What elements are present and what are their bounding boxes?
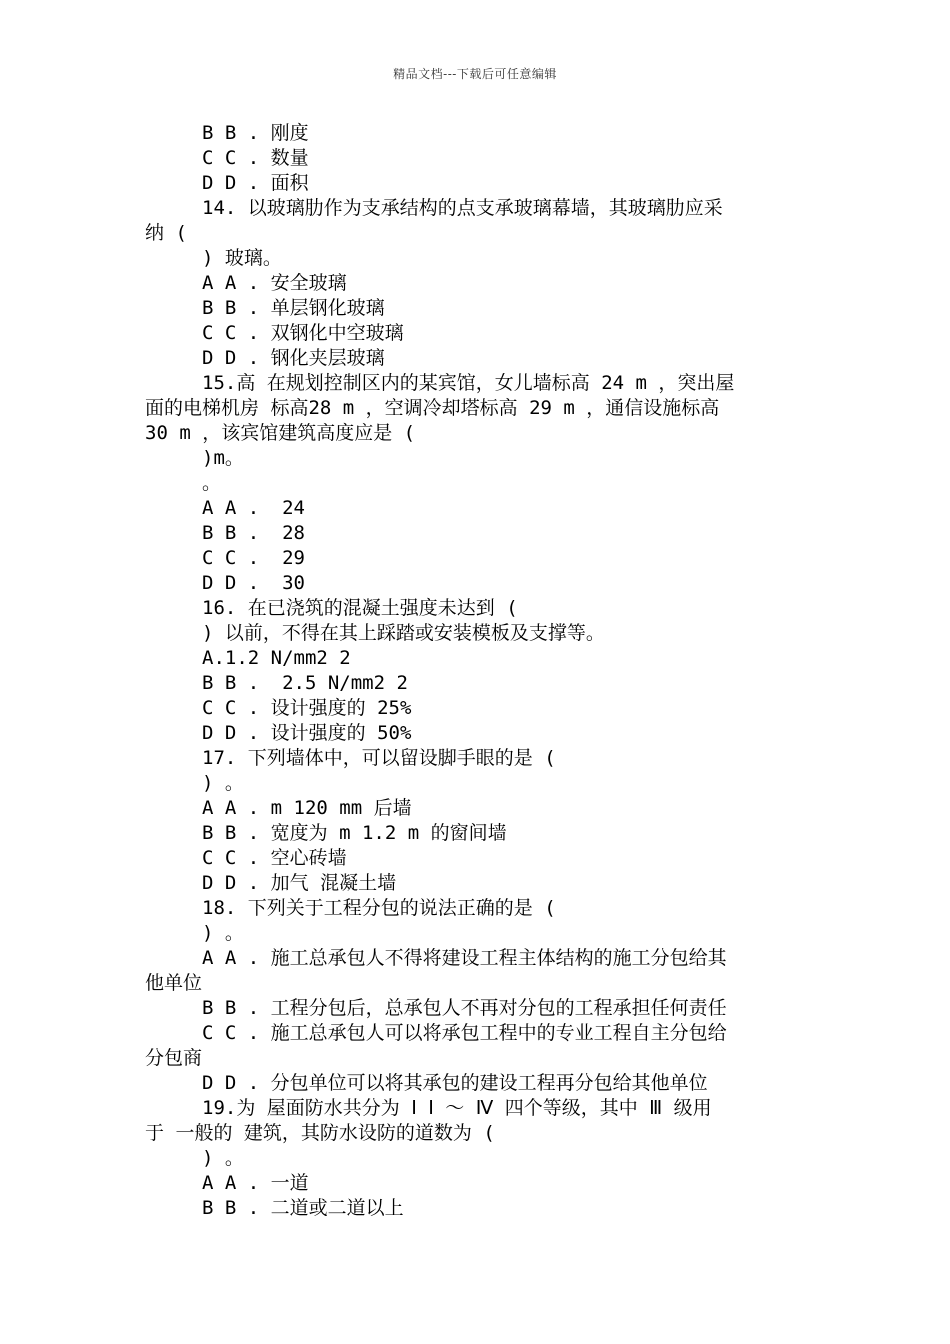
text-line: A A . 施工总承包人不得将建设工程主体结构的施工分包给其 [202,947,727,969]
text-line: 。 [202,472,222,494]
text-line: A A . 安全玻璃 [202,272,347,294]
text-line: A A . m 120 mm 后墙 [202,797,412,819]
text-line: D D . 钢化夹层玻璃 [202,347,385,369]
text-line: ) 。 [202,772,244,794]
text-line: 16. 在已浇筑的混凝土强度未达到 ( [202,597,518,619]
text-line: 30 m ，该宾馆建筑高度应是 ( [145,422,416,444]
text-line: B B . 二道或二道以上 [202,1197,404,1219]
text-line: B B . 工程分包后，总承包人不再对分包的工程承担任何责任 [202,997,727,1019]
text-line: )m。 [202,447,244,469]
text-line: ) 以前，不得在其上踩踏或安装模板及支撑等。 [202,622,605,644]
text-line: 纳 ( [145,222,187,244]
text-line: 15.高 在规划控制区内的某宾馆，女儿墙标高 24 m ，突出屋 [202,372,735,394]
text-line: 他单位 [145,972,203,994]
text-line: B B . 2.5 N/mm2 2 [202,672,408,694]
text-line: 19.为 屋面防水共分为 Ⅰ Ⅰ ～ Ⅳ 四个等级，其中 Ⅲ 级用 [202,1097,712,1119]
page-header: 精品文档---下载后可任意编辑 [393,67,557,81]
text-line: 分包商 [145,1047,203,1069]
text-line: 面的电梯机房 标高28 m ，空调冷却塔标高 29 m ，通信设施标高 [145,397,720,419]
text-line: D D . 分包单位可以将其承包的建设工程再分包给其他单位 [202,1072,708,1094]
text-line: ) 。 [202,922,244,944]
text-line: ) 。 [202,1147,244,1169]
text-line: 14. 以玻璃肋作为支承结构的点支承玻璃幕墙，其玻璃肋应采 [202,197,723,219]
text-line: D D . 设计强度的 50% [202,722,412,744]
text-line: B B . 宽度为 m 1.2 m 的窗间墙 [202,822,507,844]
text-line: B B . 单层钢化玻璃 [202,297,385,319]
text-line: D D . 面积 [202,172,309,194]
text-line: C C . 29 [202,547,305,569]
text-line: B B . 刚度 [202,122,309,144]
text-line: C C . 数量 [202,147,309,169]
text-line: A.1.2 N/mm2 2 [202,647,351,669]
text-line: A A . 24 [202,497,305,519]
text-line: D D . 30 [202,572,305,594]
text-line: C C . 设计强度的 25% [202,697,412,719]
text-line: D D . 加气 混凝土墙 [202,872,397,894]
text-line: 17. 下列墙体中，可以留设脚手眼的是 ( [202,747,556,769]
text-line: 18. 下列关于工程分包的说法正确的是 ( [202,897,556,919]
document-body [145,121,815,1221]
text-line: C C . 空心砖墙 [202,847,347,869]
text-line: C C . 双钢化中空玻璃 [202,322,404,344]
text-line: C C . 施工总承包人可以将承包工程中的专业工程自主分包给 [202,1022,727,1044]
text-line: B B . 28 [202,522,305,544]
text-line: ) 玻璃。 [202,247,282,269]
text-line: A A . 一道 [202,1172,309,1194]
text-line: 于 一般的 建筑，其防水设防的道数为 ( [145,1122,495,1144]
